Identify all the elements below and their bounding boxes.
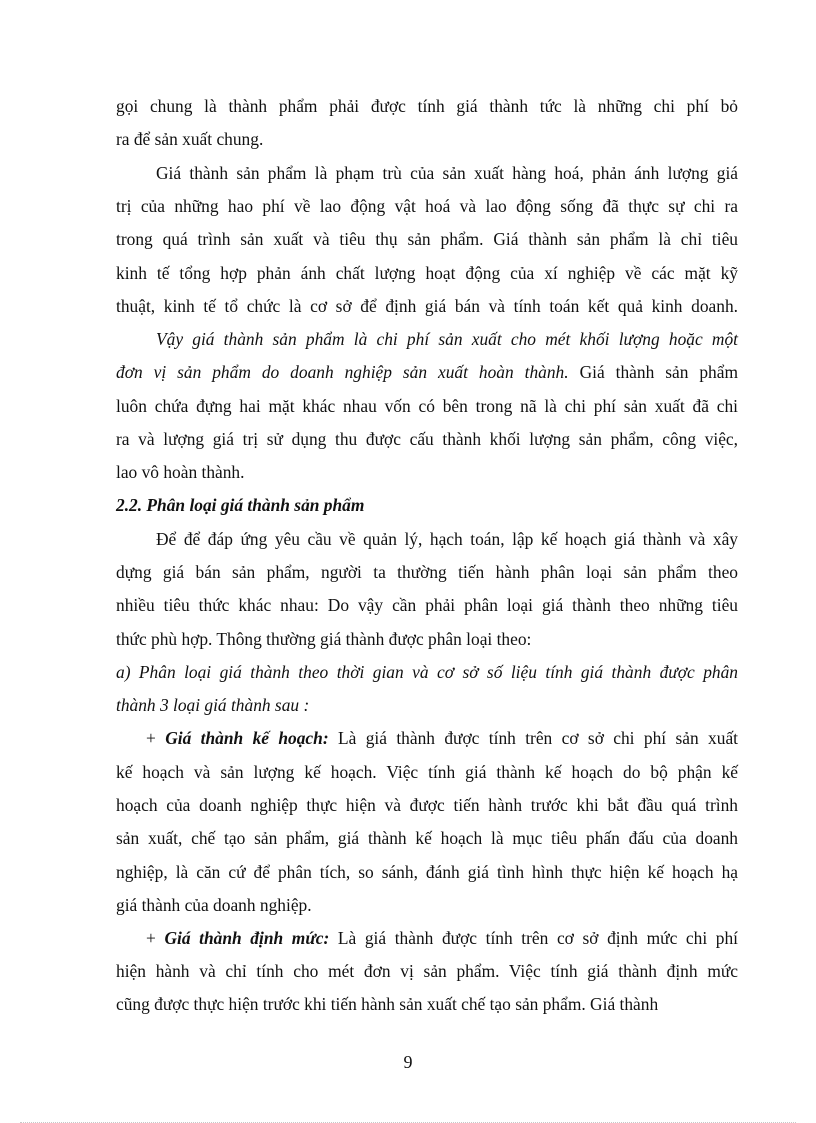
text-line: gọi chung là thành phẩm phải được tính giá thành tức là những chi phí bỏ [116, 96, 738, 116]
text-line: thuật, kinh tế tổ chức là cơ sở để định giá bán và tính toán kết quả kinh doanh. [116, 296, 738, 316]
text-line: kế hoạch và sản lượng kế hoạch. Việc tính giá thành kế hoạch do bộ phận kế [116, 762, 738, 782]
list-item-line [146, 921, 738, 955]
text-line: ra và lượng giá trị sử dụng thu được cấu thành khối lượng sản phẩm, công việc, [116, 429, 738, 449]
text-line: lao vô hoàn thành. [116, 462, 245, 482]
text-segment: Là giá thành được tính trên cơ sở chi phí sản xuất [328, 728, 738, 748]
subsection-line: a) Phân loại giá thành theo thời gian và cơ sở số liệu tính giá thành được phân [116, 662, 738, 682]
text-line: dựng giá bán sản phẩm, người ta thường tiến hành phân loại sản phẩm theo [116, 562, 738, 582]
text-line: ra để sản xuất chung. [116, 129, 264, 149]
paragraph-first-line: Để để đáp ứng yêu cầu về quản lý, hạch toán, lập kế hoạch giá thành và xây [156, 529, 738, 549]
text-line: luôn chứa đựng hai mặt khác nhau vốn có bên trong nã là chi phí sản xuất đã chi [116, 396, 738, 416]
text-segment: Là giá thành được tính trên cơ sở định mức chi phí [329, 928, 739, 948]
text-line: nhiều tiêu thức khác nhau: Do vậy cần phải phân loại giá thành theo những tiêu [116, 595, 738, 615]
text-line: cũng được thực hiện trước khi tiến hành sản xuất chế tạo sản phẩm. Giá thành [116, 994, 659, 1014]
definition-end: đơn vị sản phẩm do doanh nghiệp sản xuất hoàn thành. [116, 362, 569, 382]
text-line: kinh tế tổng hợp phản ánh chất lượng hoạt động của xí nghiệp về các mặt kỹ [116, 263, 738, 283]
term-label: Giá thành kế hoạch: [165, 728, 329, 748]
subsection-line: thành 3 loại giá thành sau : [116, 695, 310, 715]
paragraph-first-line: Giá thành sản phẩm là phạm trù của sản xuất hàng hoá, phản ánh lượng giá [156, 163, 738, 183]
text-line: trị của những hao phí về lao động vật hoá và lao động sống đã thực sự chi ra [116, 196, 738, 216]
text-line: sản xuất, chế tạo sản phẩm, giá thành kế hoạch là mục tiêu phấn đấu của doanh [116, 828, 738, 848]
text-line: giá thành của doanh nghiệp. [116, 895, 312, 915]
bullet-prefix: + [146, 728, 166, 748]
text-line: nghiệp, là căn cứ để phân tích, so sánh, đánh giá tình hình thực hiện kế hoạch hạ [116, 862, 738, 882]
bullet-prefix: + [146, 928, 165, 948]
text-line [116, 355, 738, 389]
section-heading: 2.2. Phân loại giá thành sản phẩm [116, 495, 365, 515]
text-line: trong quá trình sản xuất và tiêu thụ sản phẩm. Giá thành sản phẩm là chỉ tiêu [116, 229, 738, 249]
text-line: hoạch của doanh nghiệp thực hiện và được tiến hành trước khi bắt đầu quá trình [116, 795, 738, 815]
text-line: thức phù hợp. Thông thường giá thành được phân loại theo: [116, 629, 532, 649]
text-line: hiện hành và chỉ tính cho mét đơn vị sản phẩm. Việc tính giá thành định mức [116, 961, 738, 981]
text-segment: Giá thành sản phẩm [568, 362, 738, 382]
list-item-line [146, 721, 738, 755]
definition-line: Vậy giá thành sản phẩm là chi phí sản xuất cho mét khối lượng hoặc một [156, 329, 738, 349]
term-label: Giá thành định mức: [164, 928, 330, 948]
page-number: 9 [403, 1052, 413, 1072]
